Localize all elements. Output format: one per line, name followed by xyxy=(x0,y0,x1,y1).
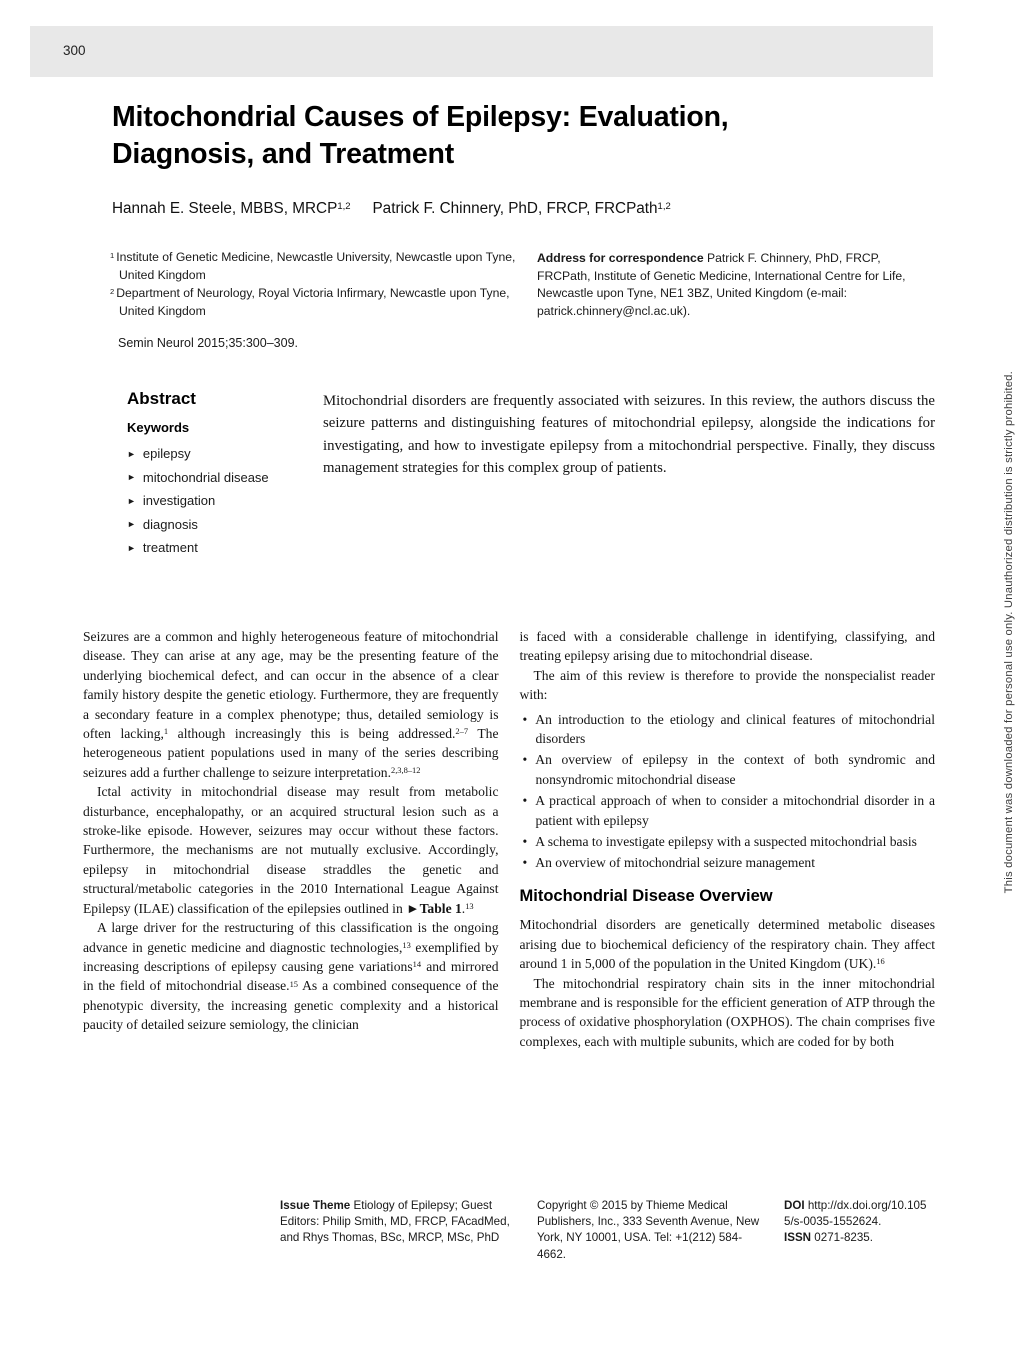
article-title-line: Diagnosis, and Treatment xyxy=(112,138,455,170)
bullet-item: • An introduction to the etiology and clinical features of mitochondrial disorders xyxy=(523,710,936,749)
body-column-right xyxy=(520,627,936,1051)
body-paragraph: The mitochondrial respiratory chain sits in the inner mitochondrial membrane and is responsible for the efficient generation of ATP through the process of oxidative phosphorylation (OXPHOS). The chain comprises five complexes, each with multiple subunits, which are coded for by both xyxy=(519,975,935,1049)
correspondence-text: Patrick F. Chinnery, PhD, FRCP, FRCPath, Institute of Genetic Medicine, International Centre for Life, Newcastle upon Tyne, NE1 3BZ, United Kingdom (e-mail: patrick.chinnery@ncl.ac.uk). xyxy=(537,251,906,318)
affiliations xyxy=(110,248,518,320)
article-title-line: Mitochondrial Causes of Epilepsy: Evaluation, xyxy=(112,101,729,133)
keyword-item xyxy=(127,514,323,538)
keywords-list xyxy=(127,443,323,561)
footer-issn xyxy=(784,1230,936,1246)
distribution-notice: This document was downloaded for personal use only. Unauthorized distribution is strictly prohibited. xyxy=(1003,371,1015,894)
bullet-item: • A practical approach of when to consider a mitochondrial disorder in a patient with epilepsy xyxy=(523,791,936,830)
correspondence xyxy=(537,250,935,320)
affiliation: $^1$ Institute of Genetic Medicine, Newcastle University, Newcastle upon Tyne, United Kingdom xyxy=(110,250,516,282)
bullet-item: • An overview of epilepsy in the context of both syndromic and nonsyndromic mitochondrial disease xyxy=(523,750,936,789)
doi-label: DOI xyxy=(784,1199,805,1212)
page-number: 300 xyxy=(63,43,86,58)
body-paragraph: The aim of this review is therefore to provide the nonspecialist reader with: xyxy=(519,667,935,703)
keyword-item xyxy=(127,537,323,561)
bullet-item: • An overview of mitochondrial seizure management xyxy=(523,853,936,872)
abstract-heading: Abstract xyxy=(127,389,196,408)
arrow-right-icon: ► xyxy=(127,542,136,553)
arrow-right-icon: ► xyxy=(127,472,136,482)
keyword-label: diagnosis xyxy=(142,516,198,532)
page-footer xyxy=(280,1198,936,1263)
body-paragraph: Mitochondrial disorders are genetically determined metabolic diseases arising due to biochemical deficiency of the respiratory chain. They affect around 1 in 5,000 of the population in the United Kingdom (UK).$^{16}$ xyxy=(519,917,935,972)
keyword-item xyxy=(127,490,323,514)
arrow-right-icon: ► xyxy=(127,495,136,506)
body-column-left xyxy=(83,627,499,1051)
authors-row xyxy=(112,200,671,218)
correspondence-label: Address for correspondence xyxy=(537,251,704,265)
page-header-bar xyxy=(30,26,933,77)
arrow-right-icon: ► xyxy=(127,519,136,529)
author-name: Hannah E. Steele, MBBS, MRCP$^{1,2}$ xyxy=(112,200,351,217)
abstract-section xyxy=(127,389,935,561)
doi-value: http://dx.doi.org/10.1055/s-0035-1552624. xyxy=(784,1199,927,1229)
body-paragraph: A large driver for the restructuring of this classification is the ongoing advance in genetic medicine and diagnostic technologies,$^{13}$ exemplified by increasing descriptions of epilepsy causing gene variations$^{14}$ and mirrored in the field of mitochondrial disease.$^{15}$ As a combined consequence of the phenotypic diversity, the increasing genetic complexity and a historical paucity of detailed seizure semiology, the clinician xyxy=(83,920,499,1033)
footer-issue-theme xyxy=(280,1198,514,1263)
bullet-item: • A schema to investigate epilepsy with a suspected mitochondrial basis xyxy=(523,832,936,851)
issn-value: 0271-8235. xyxy=(814,1231,873,1245)
journal-citation: Semin Neurol 2015;35:300–309. xyxy=(118,336,298,350)
author-name: Patrick F. Chinnery, PhD, FRCP, FRCPath$^{1,2}$ xyxy=(372,200,671,217)
keyword-label: treatment xyxy=(142,540,198,555)
affiliation: $^2$ Department of Neurology, Royal Victoria Infirmary, Newcastle upon Tyne, United Kingdom xyxy=(110,286,510,318)
footer-doi xyxy=(784,1198,936,1230)
abstract-text: Mitochondrial disorders are frequently associated with seizures. In this review, the authors discuss the seizure patterns and distinguishing features of mitochondrial epilepsy, alongside the indications for investigating, and how to investigate epilepsy from a mitochondrial perspective. Finally, they discuss management strategies for this complex group of patients. xyxy=(323,393,935,476)
article-body xyxy=(83,627,935,1051)
keyword-item xyxy=(127,443,323,467)
keyword-label: mitochondrial disease xyxy=(142,469,269,485)
arrow-right-icon: ► xyxy=(127,448,136,459)
abstract-sidebar xyxy=(127,389,323,561)
footer-copyright: Copyright © 2015 by Thieme Medical Publishers, Inc., 333 Seventh Avenue, New York, NY 10001, USA. Tel: +1(212) 584-4662. xyxy=(537,1199,760,1261)
keyword-label: investigation xyxy=(142,493,216,508)
keywords-heading: Keywords xyxy=(127,420,190,435)
keyword-label: epilepsy xyxy=(142,446,191,461)
body-paragraph: Seizures are a common and highly heterogeneous feature of mitochondrial disease. They can arise at any age, may be the presenting feature of the underlying biochemical defect, and can occur in the absence of a clear family history despite the genetic etiology. Furthermore, they are frequently a secondary feature in a complex phenotype; thus, detailed semiology is often lacking,$^1$ although increasingly this is being addressed.$^{2-7}$ The heterogeneous patient populations used in many of the series describing seizures add a further challenge to seizure interpretation.$^{2,3,8-12}$ xyxy=(83,629,499,780)
issue-theme-label: Issue Theme xyxy=(280,1199,351,1212)
keyword-item xyxy=(127,467,323,491)
body-paragraph: is faced with a considerable challenge in identifying, classifying, and treating epilepsy arising due to mitochondrial disease. xyxy=(519,629,935,664)
bullet-list xyxy=(520,710,936,873)
section-heading: Mitochondrial Disease Overview xyxy=(519,886,773,905)
issue-theme-text: Etiology of Epilepsy; Guest Editors: Philip Smith, MD, FRCP, FAcadMed, and Rhys Thomas, BSc, MRCP, MSc, PhD xyxy=(280,1199,510,1245)
issn-label: ISSN xyxy=(784,1231,812,1245)
article-title xyxy=(112,99,872,173)
body-paragraph: Ictal activity in mitochondrial disease may result from metabolic disturbance, encephalopathy, or an acquired structural lesion such as a stroke-like episode. However, seizures may occur without these factors. Furthermore, the mechanisms are not mutually exclusive. Accordingly, epilepsy in mitochondrial disease straddles the genetic and structural/metabolic categories in the 2010 International League Against Epilepsy (ILAE) classification of the epilepsies outlined in ►Table 1.13 xyxy=(83,784,499,916)
footer-doi-issn xyxy=(784,1198,936,1263)
